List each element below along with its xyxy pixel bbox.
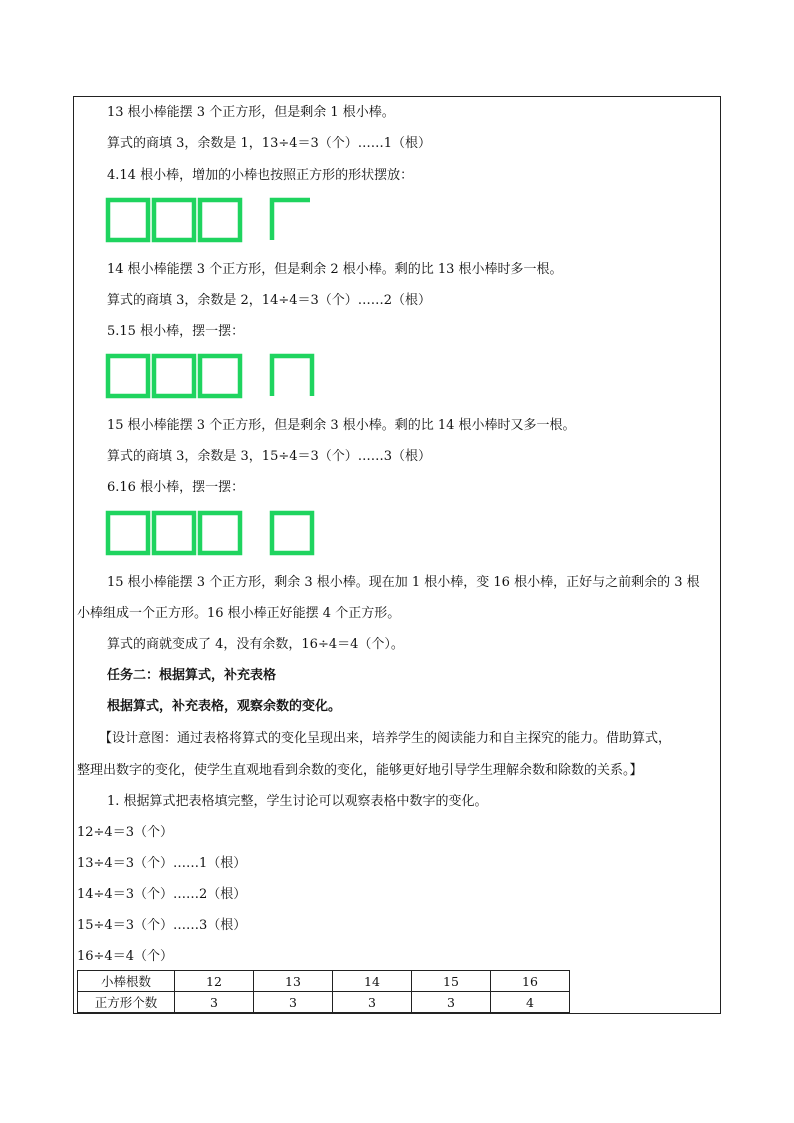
square-stick-shape [154,356,194,396]
equation-16: 16÷4＝4（个） [77,949,173,964]
square-stick-shape [154,513,194,553]
text-line-6: 5.15 根小棒，摆一摆： [107,324,245,339]
row-header: 正方形个数 [78,992,175,1013]
text-line-11: 小棒组成一个正方形。16 根小棒正好能摆 4 个正方形。 [77,606,401,621]
equation-13: 13÷4＝3（个）……1（根） [77,856,247,871]
text-line-12: 算式的商就变成了 4，没有余数，16÷4＝4（个）。 [107,637,404,652]
table-cell: 3 [412,992,491,1013]
text-line-10: 15 根小棒能摆 3 个正方形，剩余 3 根小棒。现在加 1 根小棒，变 16 根小棒，正好与之前剩余的 3 根 [107,575,700,590]
text-line-3: 4.14 根小棒，增加的小棒也按照正方形的形状摆放： [107,168,414,183]
text-line-4: 14 根小棒能摆 3 个正方形，但是剩余 2 根小棒。剩的比 13 根小棒时多一根。 [107,262,563,277]
table-cell: 4 [491,992,570,1013]
square-stick-shape [200,356,240,396]
table-cell: 3 [175,992,254,1013]
square-stick-shape [154,200,194,240]
partial-stick-shape [272,356,312,396]
text-line-5: 算式的商填 3，余数是 2，14÷4＝3（个）……2（根） [107,293,432,308]
table-cell: 13 [254,971,333,992]
table-row [78,992,570,1013]
text-line-1: 13 根小棒能摆 3 个正方形，但是剩余 1 根小棒。 [107,105,395,120]
square-stick-shape [108,513,148,553]
text-line-8: 算式的商填 3，余数是 3，15÷4＝3（个）……3（根） [107,449,432,464]
table-cell: 12 [175,971,254,992]
partial-stick-shape [272,200,310,240]
table-cell: 16 [491,971,570,992]
table-cell: 14 [333,971,412,992]
square-stick-shape [108,356,148,396]
row-header: 小棒根数 [78,971,175,992]
sticks-figure-16 [104,509,319,559]
square-stick-shape [108,200,148,240]
text-line-9: 6.16 根小棒，摆一摆： [107,480,245,495]
step-one-text: 1. 根据算式把表格填完整，学生讨论可以观察表格中数字的变化。 [107,794,488,809]
sticks-figure-14 [104,196,319,246]
sticks-squares-table [77,970,570,1013]
text-line-2: 算式的商填 3，余数是 1，13÷4＝3（个）……1（根） [107,136,432,151]
equation-15: 15÷4＝3（个）……3（根） [77,918,247,933]
task-two-heading: 任务二：根据算式，补充表格 [107,668,277,683]
square-stick-shape [200,200,240,240]
table-cell: 15 [412,971,491,992]
square-stick-shape [272,513,312,553]
text-line-7: 15 根小棒能摆 3 个正方形，但是剩余 3 根小棒。剩的比 14 根小棒时又多一根。 [107,418,576,433]
table-row [78,971,570,992]
square-stick-shape [200,513,240,553]
design-intent-line-1: 【设计意图：通过表格将算式的变化呈现出来，培养学生的阅读能力和自主探究的能力。借助算式， [99,731,672,746]
equation-12: 12÷4＝3（个） [77,825,173,840]
table-cell: 3 [333,992,412,1013]
sticks-figure-15 [104,352,319,402]
task-two-instruction: 根据算式，补充表格，观察余数的变化。 [107,699,342,714]
equation-14: 14÷4＝3（个）……2（根） [77,887,247,902]
design-intent-line-2: 整理出数字的变化，使学生直观地看到余数的变化，能够更好地引导学生理解余数和除数的关系。】 [77,763,643,778]
table-cell: 3 [254,992,333,1013]
